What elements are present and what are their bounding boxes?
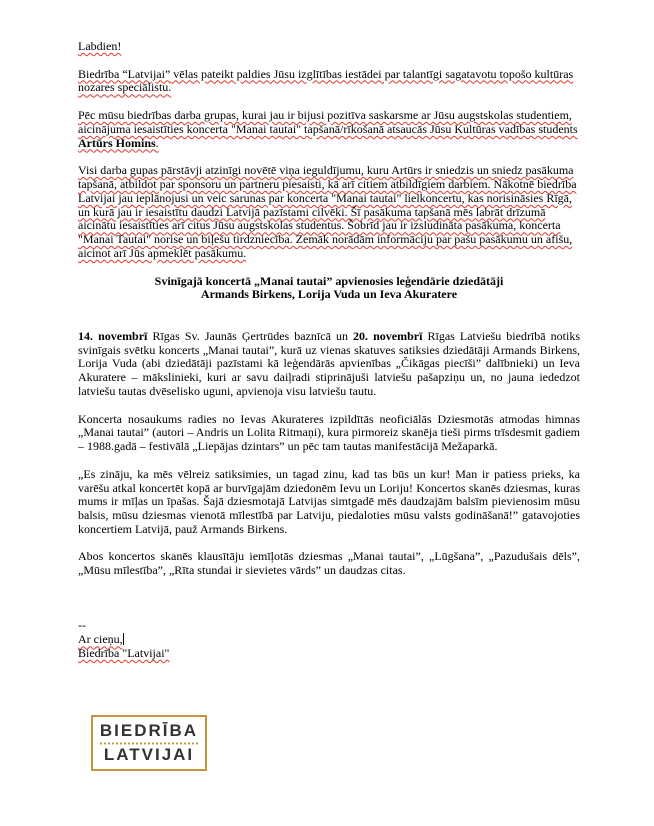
student-name: Artūrs Homins — [78, 135, 156, 150]
greeting: Labdien! — [78, 39, 122, 53]
paragraph-concert-name: Koncerta nosaukums radies no Ievas Akurateres izpildītās neoficiālās Dziesmotās atmodas himnas „Manai tautai” (autori – Andris un Lolita Ritmaņi), kura pirmoreiz skanēja tieši pirms trīsdesmit gadiem – 1988.gadā – festivālā „Liepājas dzintars” un pēc tam tautas manifestācijā Mežaparkā. — [78, 411, 580, 454]
date-second: 20. novembrī — [353, 328, 423, 343]
concert-heading-line1: Svinīgajā koncertā „Manai tautai” apvienosies leģendārie dziedātāji — [154, 273, 504, 288]
signature-dashes: -- — [78, 618, 86, 633]
paragraph-songs: Abos koncertos skanēs klausītāju iemīļotās dziesmas „Manai tautai”, „Lūgšana”, „Pazudušais dēls”, „Mūsu mīlestība”, „Rīta stundai ir sievietes vārds” un daudzas citas. — [78, 549, 580, 578]
signature-org: Biedrība "Latvijai" — [78, 646, 170, 661]
paragraph-concert-dates: 14. novembrī Rīgas Sv. Jaunās Ģertrūdes baznīcā un 20. novembrī Rīgas Latviešu biedrībā notiks svinīgais svētku koncerts „Manai tautai”, kurā uz vienas skatuves satiksies dziedātāji Armands Birkens, Lorija Vuda (abi dziedātāji pazīstami kā leģendārās apvienības „Čikāgas piecīši” dalībnieki) un Ieva Akuratere – mākslinieki, kuri ar savu daiļradi stiprinājuši latviešu pašapziņu un, no jauna iededzot latviešu tautas dvēselisko uguni, apvienoja visu latviešu tautu. — [78, 328, 580, 398]
logo-line2: LATVIJAI — [103, 745, 195, 764]
paragraph-thanks: Biedrība “Latvijai” vēlas pateikt paldies Jūsu izglītības iestādei par talantīgi sagatavotu topošo kultūras nozares speciālistu. — [78, 66, 574, 95]
date-first: 14. novembrī — [78, 328, 148, 343]
signature-closing: Ar cieņu, — [78, 632, 123, 647]
org-name: Biedrība “Latvijai” — [78, 66, 171, 81]
text-cursor — [123, 633, 124, 645]
biedriba-latvijai-logo — [91, 715, 207, 771]
paragraph-student: Pēc mūsu biedrības darba grupas, kurai jau ir bijusi pozitīva saskarsme ar Jūsu augstskolas studentiem, aicinājuma iesaistīties koncerta "Manai tautai" tapšanā/rīkošanā atsaucās Jūsu Kultūras vadības students Artūrs Homins. — [78, 107, 578, 150]
letter-body — [78, 40, 580, 661]
logo-line1: BIEDRĪBA — [99, 721, 199, 740]
paragraph-quote: „Es zināju, ka mēs vēlreiz satiksimies, un tagad zinu, kad tas būs un kur! Man ir patiess prieks, ka varēšu atkal koncertēt kopā ar burvīgajām dziedonēm Ievu un Loriju! Koncertos skanēs dziesmas, kuras mums ir mīļas un īpašas. Šajā dziesmotajā Latvijas simtgadē mēs daudzajām balsīm pievienosim mūsu balsis, mūsu dziesmas vienotā mīlestībā par Latviju, piedaloties mūsu valsts godināšanā!” gatavojoties koncertiem Latvijā, pauž Armands Birkens. — [78, 466, 580, 536]
paragraph-contribution: Visi darba gupas pārstāvji atzinīgi novētē viņa ieguldījumu, kuru Artūrs ir sniedzis un sniedz pasākuma tapšanā, atbildot par sponsoru un partneru piesaisti, kā arī citiem atbildīgiem darbiem. Nākotnē biedrība Latvijai jau ieplānojusi un veic sarunas par koncerta "Manai tautai" lielkoncertu, kas norisināsies Rīgā, un kurā jau ir iesaistītu daudzi Latvijā pazīstami cilvēki. Šī pasākuma tapšanā mēs labrāt drīzumā aicinātu iesaistīties arī citus Jūsu augstskolas studentus. Šobrīd jau ir izsludināta pasākuma, koncerta "Manai Tautai" norise un biļešu tirdzniecība. Zemāk norādām informāciju par pašu pasākumu un afišu, aicinot arī Jūs apmeklēt pasākumu. — [78, 163, 577, 260]
concert-heading-line2: Armands Birkens, Lorija Vuda un Ieva Akuratere — [200, 287, 458, 302]
